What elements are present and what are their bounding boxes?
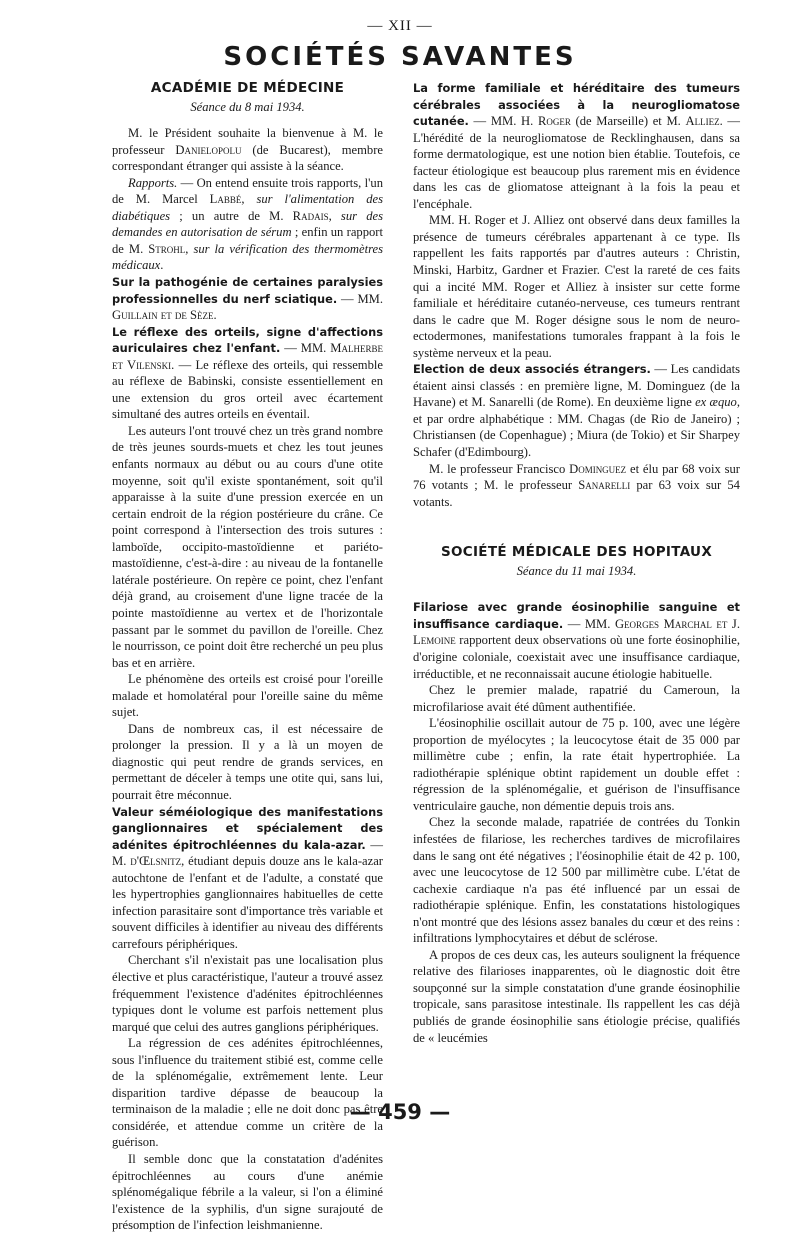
- communication: Sur la pathogénie de certaines paralysies professionnelles du nerf sciatique. — MM. Guillain et de Sèze.: [112, 275, 384, 323]
- paragraph: Chez la seconde malade, rapatriée de contrées du Tonkin infestées de filariose, les recherches tardives de microfilaires dans le sang ont été négatives ; l'éosinophilie était de 42 p. 100, avec une leucocytose de 12 500 par millimètre cube. L'état de cachexie cardiaque n'a pas été influencé par un essai de radiothérapie splénique. Enfin, les constatations histologiques n'ont montré que des lésions assez banales du cœur et des reins : infiltrations lymphocytaires et début de sclérose.: [413, 815, 740, 946]
- paragraph: Cherchant s'il n'existait pas une localisation plus élective et plus caractéristique, l'auteur a trouvé assez fréquemment l'existence d'adénites épitrochléennes typiques dont le volume est parfois nettement plus marqué que celui des autres ganglions périphériques.: [112, 953, 383, 1034]
- paragraph: Chez le premier malade, rapatrié du Cameroun, la microfilariose avait été dûment authentifiée.: [413, 683, 740, 714]
- section-title-hopitaux: SOCIÉTÉ MÉDICALE DES HOPITAUX: [440, 544, 713, 561]
- paragraph: M. le professeur Francisco Dominguez et élu par 68 voix sur 76 votants ; M. le professeur Sanarelli par 63 voix sur 54 votants.: [413, 461, 740, 509]
- communication: La forme familiale et héréditaire des tumeurs cérébrales associées à la neurogliomatose cutanée. — MM. H. Roger (de Marseille) et M. Alliez. — L'hérédité de la neurogliomatose de Recklinghausen, dans sa forme dermatologique, est une notion bien établie. Toutefois, ce facteur étiologique est beaucoup plus rarement mis en évidence dans les cas de gliomatose atteignant à la fois la peau et l'encéphale.: [413, 81, 740, 211]
- page-number: — 459 —: [349, 1100, 451, 1124]
- section-title-academie: ACADÉMIE DE MÉDECINE: [150, 80, 345, 96]
- paragraph: La régression de ces adénites épitrochléennes, sous l'influence du traitement stibié est, comme celle de la splénomégalie, extrêmement lente. Leur disparition tardive dépasse de beaucoup la terminaison de la maladie ; elle ne doit donc pas être considérée, et attendue comme un critère de la guérison.: [112, 1036, 383, 1150]
- paragraph: Rapports. — On entend ensuite trois rapports, l'un de M. Marcel Labbé, sur l'alimentation des diabétiques ; un autre de M. Radais, sur des demandes en autorisation de sérum ; enfin un rapport de M. Strohl, sur la vérification des thermomètres médicaux.: [112, 175, 384, 273]
- paragraph: MM. H. Roger et J. Alliez ont observé dans deux familles la présence de tumeurs cérébrales appartenant à ce type. Ils rappellent les faits rapportés par d'autres auteurs : Christin, Minski, Harbitz, Gardner et Frazier. C'est la rareté de ces faits qui a incité MM. Roger et Alliez à insister sur cette forme familiale et héréditaire cutanéo-nerveuse, ces tumeurs rentrant dans le cadre que M. Roger désigne sous le nom de neuro-ectodermones, manifestations tumorales frappant à la fois le système nerveux et la peau.: [413, 213, 740, 360]
- left-column: [112, 80, 383, 1234]
- communication: Valeur séméiologique des manifestations ganglionnaires et spécialement des adénites épitrochléennes du kala-azar. — M. d'Œlsnitz, étudiant depuis douze ans le kala-azar autochtone de l'enfant et de l'adulte, a constaté que les hypertrophies ganglionnaires habituelles de cette infection parasitaire sont d'importance très variable et souvent difficiles à identifier au niveau des différents carrefours périphériques.: [112, 804, 384, 951]
- paragraph: L'éosinophilie oscillait autour de 75 p. 100, avec une légère proportion de myélocytes ; la leucocytose était de 35 000 par millimètre cube ; enfin, la rate était hypertrophiée. La radiothérapie splénique obtint rapidement un double effet : régression de la splénomégalie, et guérison de l'insuffisance ventriculaire gauche, non démentie depuis trois ans.: [413, 716, 740, 813]
- page-header-roman: — XII —: [367, 18, 433, 34]
- masthead-title: SOCIÉTÉS SAVANTES: [223, 42, 577, 72]
- paragraph: A propos de ces deux cas, les auteurs soulignent la fréquence relative des filarioses inapparentes, où le diagnostic doit être soupçonné sur la simple constatation d'une grande éosinophilie tropicale, sans parasitose intestinale. Ils rappellent les cas déjà publiés de grande éosinophilie sans étiologie précise, qualifiés de « leucémies: [413, 947, 740, 1045]
- paragraph: Dans de nombreux cas, il est nécessaire de prolonger la pression. Il y a là un moyen de diagnostic qui peut rendre de grands services, en permettant de déceler à temps une otite qui, sans lui, pourrait être méconnue.: [112, 721, 383, 802]
- section-date-hopitaux: Séance du 11 mai 1934.: [516, 563, 637, 578]
- paragraph: Les auteurs l'ont trouvé chez un très grand nombre de très jeunes sourds-muets et chez les tout jeunes enfants normaux au début ou au cours d'une otite moyenne, soit qu'il existe spontanément, soit qu'il apparaisse à la suite d'une pression exercée en un certain endroit de la région postérieure du crâne. Ce point correspond à l'intersection des trois sutures : lamboïde, occipito-mastoïdienne et pariéto-mastoïdienne, c'est-à-dire : au niveau de la fontanelle latérale postérieure. On repère ce point, chez l'enfant déjà grand, au croisement d'une ligne tracée de la pointe mastoïdienne au vertex et de l'horizontale passant par le sommet du pavillon de l'oreille. Chez le nourrisson, ce point doit être recherché un peu plus bas et en arrière.: [112, 423, 383, 670]
- section-date-academie: Séance du 8 mai 1934.: [190, 99, 305, 114]
- right-column: [413, 80, 740, 1046]
- paragraph: Le phénomène des orteils est croisé pour l'oreille malade et homolatéral pour l'oreille saine du même sujet.: [112, 672, 383, 720]
- section-spacer: [413, 510, 740, 544]
- communication: Le réflexe des orteils, signe d'affections auriculaires chez l'enfant. — MM. Malherbe et Vilenski. — Le réflexe des orteils, qui ressemble au réflexe de Babinski, consiste essentiellement en une extension du gros orteil avec écartement simultané des autres orteils en éventail.: [112, 324, 383, 422]
- paragraph: Il semble donc que la constatation d'adénites épitrochléennes au cours d'une anémie splénomégalique fébrile a la valeur, si l'on a éliminé l'existence de la syphilis, d'un signe surajouté de présomption de l'infection leishmanienne.: [112, 1152, 383, 1233]
- paragraph: M. le Président souhaite la bienvenue à M. le professeur Danielopolu (de Bucarest), membre correspondant étranger qui assiste à la séance.: [112, 126, 383, 174]
- communication: Election de deux associés étrangers. — Les candidats étaient ainsi classés : en première ligne, M. Dominguez (de la Havane) et M. Sanarelli (de Rome). En deuxième ligne ex æquo, et par ordre alphabétique : MM. Chagas (de Rio de Janeiro) ; Christiansen (de Copenhague) ; Miura (de Tokio) et Sir Sharpey Schafer (d'Edimbourg).: [413, 362, 740, 460]
- communication: Filariose avec grande éosinophilie sanguine et insuffisance cardiaque. — MM. Georges Marchal et J. Lemoine rapportent deux observations où une forte éosinophilie, d'origine coloniale, coexistait avec une insuffisance cardiaque, irréductible, et ne reconnaissait aucune étiologie habituelle.: [413, 600, 740, 681]
